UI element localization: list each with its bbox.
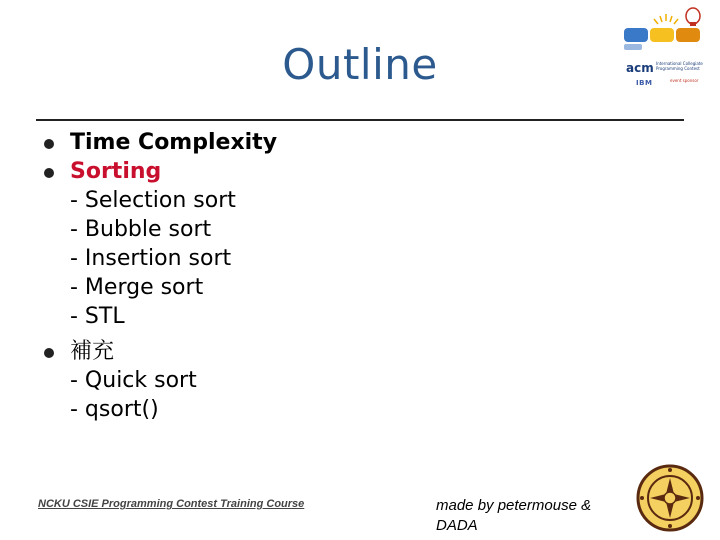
title-divider xyxy=(36,119,684,121)
author-credit: made by petermouse & DADA xyxy=(436,497,592,534)
bullet-list xyxy=(42,128,462,424)
bullet-dot-icon xyxy=(44,168,54,178)
acm-logo-subtitle: International Collegiate Programming Contest xyxy=(656,61,703,71)
bullet-item xyxy=(42,337,462,424)
bullet-label: 補充 xyxy=(70,339,115,364)
bullet-label: Sorting xyxy=(70,159,162,184)
acm-logo-text: acm xyxy=(626,61,654,75)
course-footer: NCKU CSIE Programming Contest Training Course xyxy=(38,498,305,510)
sub-item: - Quick sort xyxy=(70,368,197,393)
bullet-dot-icon xyxy=(44,139,54,149)
sub-item: - Selection sort xyxy=(70,188,236,213)
slide-title: Outline xyxy=(282,40,438,89)
sub-item: - Insertion sort xyxy=(70,246,232,271)
bullet-dot-icon xyxy=(44,348,54,358)
acm-icpc-logo xyxy=(618,4,714,96)
university-seal-icon xyxy=(636,464,704,532)
sponsor-label: event sponsor xyxy=(670,78,699,83)
ibm-logo-text: IBM xyxy=(636,79,653,87)
sub-item: - Merge sort xyxy=(70,275,204,300)
sub-item: - qsort() xyxy=(70,397,159,422)
sub-item: - STL xyxy=(70,304,125,329)
bullet-item xyxy=(42,157,462,331)
bullet-item xyxy=(42,128,462,157)
lightbulbs-icon xyxy=(618,4,714,60)
bullet-label: Time Complexity xyxy=(70,130,278,155)
sub-item: - Bubble sort xyxy=(70,217,212,242)
